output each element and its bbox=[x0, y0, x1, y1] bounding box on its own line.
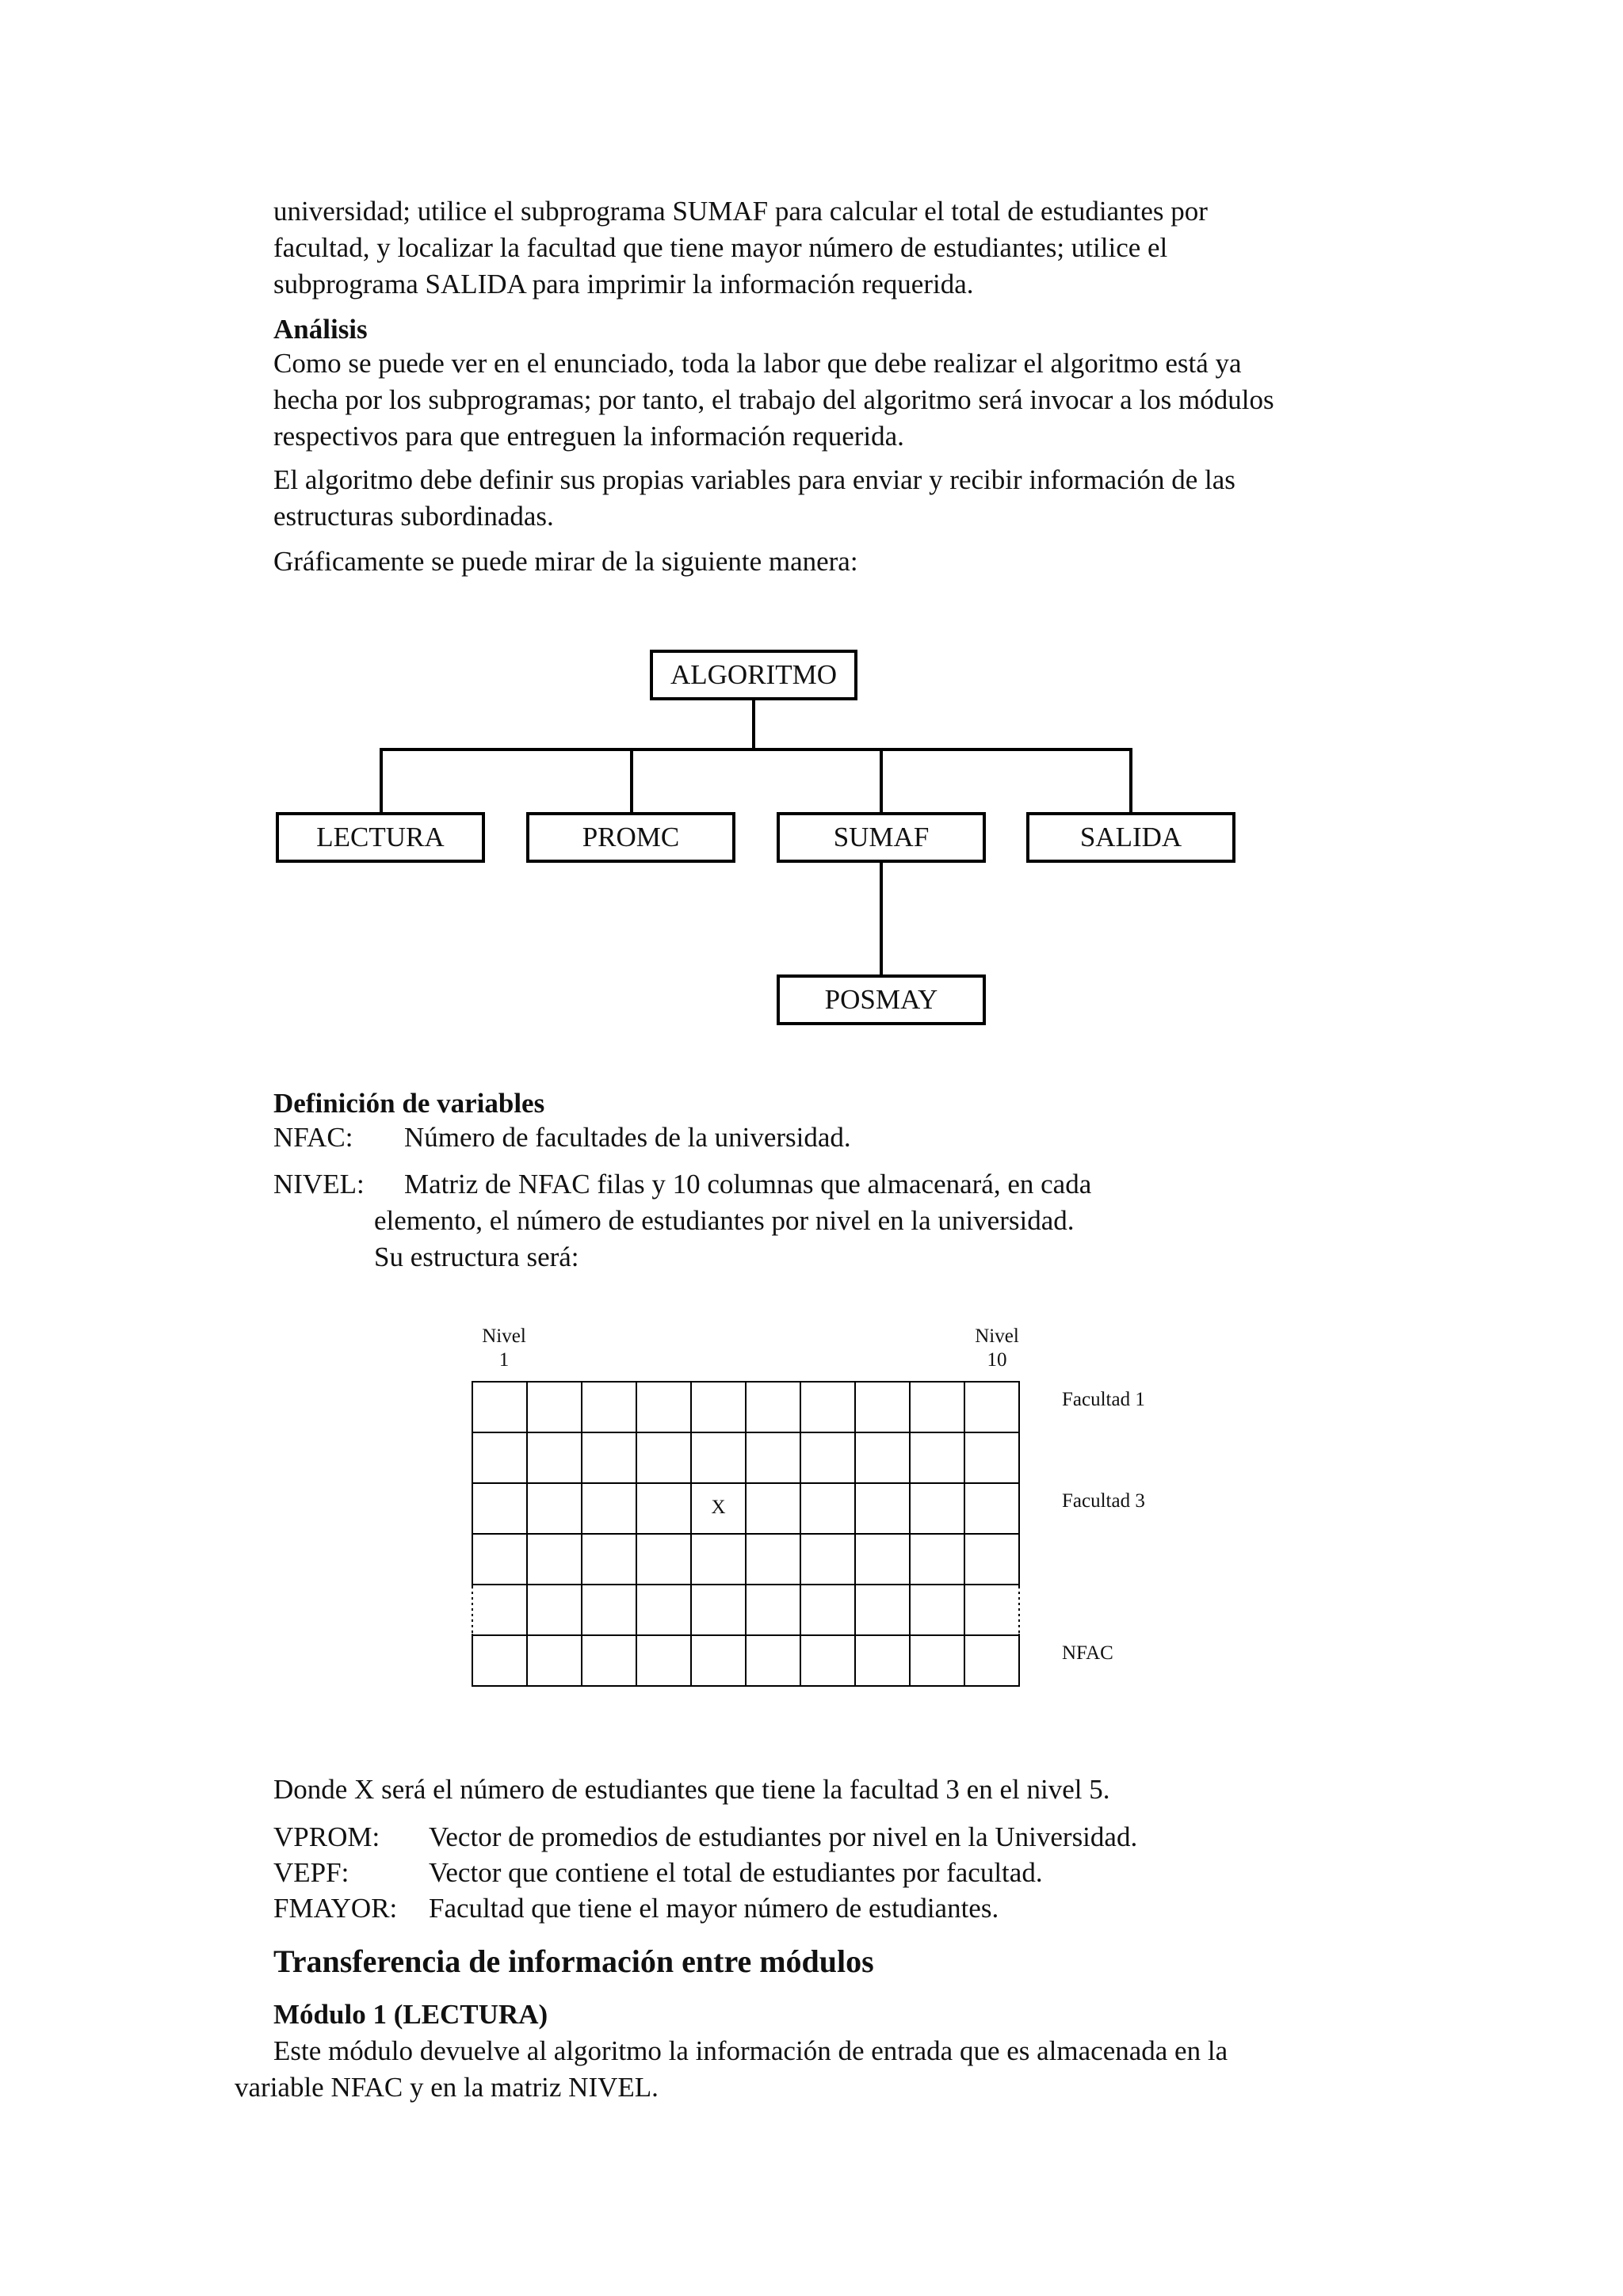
intro-line-1: universidad; utilice el subprograma SUMAF para calcular el total de estudiantes por bbox=[273, 196, 1208, 227]
diagram-node-promc: PROMC bbox=[526, 812, 735, 863]
modulo-1-heading: Módulo 1 (LECTURA) bbox=[273, 1999, 548, 2030]
diagram-connector bbox=[380, 748, 383, 814]
modulo-1-line-2: variable NFAC y en la matriz NIVEL. bbox=[235, 2072, 659, 2103]
def-vprom-term: VPROM: bbox=[273, 1821, 380, 1852]
analisis-p1-line-3: respectivos para que entreguen la información requerida. bbox=[273, 421, 904, 452]
definicion-heading: Definición de variables bbox=[273, 1088, 545, 1119]
analisis-p2-line-2: estructuras subordinadas. bbox=[273, 501, 554, 532]
def-nfac-term: NFAC: bbox=[273, 1122, 353, 1153]
diagram-connector bbox=[380, 748, 1132, 751]
row-label-facultad-1: Facultad 1 bbox=[1062, 1389, 1145, 1410]
diagram-connector bbox=[1129, 748, 1132, 814]
def-vepf-term: VEPF: bbox=[273, 1857, 349, 1888]
analisis-heading: Análisis bbox=[273, 314, 368, 345]
column-label-last-number: 10 bbox=[987, 1349, 1007, 1371]
analisis-paragraph-2 bbox=[273, 462, 1367, 535]
def-fmayor-term: FMAYOR: bbox=[273, 1893, 398, 1924]
column-label-last bbox=[968, 1325, 1025, 1372]
def-vepf bbox=[273, 1855, 1383, 1891]
def-fmayor-desc: Facultad que tiene el mayor número de estudiantes. bbox=[429, 1893, 999, 1924]
intro-line-2: facultad, y localizar la facultad que tiene mayor número de estudiantes; utilice el bbox=[273, 232, 1168, 263]
def-vprom-desc: Vector de promedios de estudiantes por nivel en la Universidad. bbox=[429, 1821, 1138, 1852]
def-nivel-line-2: elemento, el número de estudiantes por nivel en la universidad. bbox=[374, 1205, 1075, 1236]
row-label-nfac: NFAC bbox=[1062, 1642, 1113, 1664]
modulo-1-line-1: Este módulo devuelve al algoritmo la información de entrada que es almacenada en la bbox=[273, 2035, 1228, 2066]
column-label-first bbox=[475, 1325, 533, 1372]
def-nfac-desc: Número de facultades de la universidad. bbox=[404, 1122, 851, 1153]
diagram-connector bbox=[630, 748, 633, 814]
def-nivel-line-1: Matriz de NFAC filas y 10 columnas que almacenará, en cada bbox=[404, 1169, 1092, 1199]
diagram-node-sumaf: SUMAF bbox=[777, 812, 986, 863]
def-nfac bbox=[273, 1119, 1383, 1156]
column-label-first-number: 1 bbox=[498, 1349, 510, 1371]
analisis-p2-line-1: El algoritmo debe definir sus propias variables para enviar y recibir información de las bbox=[273, 464, 1235, 495]
diagram-node-salida: SALIDA bbox=[1026, 812, 1235, 863]
matrix-cell-mark: X bbox=[711, 1497, 726, 1518]
column-label-last-text: Nivel bbox=[975, 1325, 1019, 1347]
diagram-node-algoritmo: ALGORITMO bbox=[650, 650, 857, 700]
def-nivel-term: NIVEL: bbox=[273, 1169, 365, 1199]
modulo-1-paragraph bbox=[235, 2033, 1404, 2106]
intro-line-3: subprograma SALIDA para imprimir la información requerida. bbox=[273, 269, 974, 299]
analisis-p1-line-1: Como se puede ver en el enunciado, toda la labor que debe realizar el algoritmo está ya bbox=[273, 348, 1242, 379]
def-fmayor bbox=[273, 1890, 1383, 1927]
analisis-p1-line-2: hecha por los subprogramas; por tanto, el trabajo del algoritmo será invocar a los módulos bbox=[273, 384, 1274, 415]
diagram-connector bbox=[880, 748, 883, 814]
def-nivel-line-3: Su estructura será: bbox=[374, 1241, 579, 1272]
diagram-connector bbox=[880, 863, 883, 977]
analisis-paragraph-3: Gráficamente se puede mirar de la siguiente manera: bbox=[273, 546, 858, 577]
donde-paragraph: Donde X será el número de estudiantes que tiene la facultad 3 en el nivel 5. bbox=[273, 1774, 1110, 1805]
analisis-paragraph-1 bbox=[273, 345, 1367, 455]
diagram-node-lectura: LECTURA bbox=[276, 812, 485, 863]
def-vepf-desc: Vector que contiene el total de estudiantes por facultad. bbox=[429, 1857, 1043, 1888]
diagram-node-posmay: POSMAY bbox=[777, 974, 986, 1025]
column-label-first-text: Nivel bbox=[482, 1325, 526, 1347]
transferencia-heading: Transferencia de información entre módulos bbox=[273, 1943, 874, 1979]
def-vprom bbox=[273, 1819, 1383, 1855]
diagram-connector bbox=[752, 700, 755, 751]
intro-paragraph bbox=[273, 193, 1367, 303]
def-nivel bbox=[273, 1166, 1383, 1277]
row-label-facultad-3: Facultad 3 bbox=[1062, 1490, 1145, 1512]
matrix-grid bbox=[469, 1379, 1025, 1689]
